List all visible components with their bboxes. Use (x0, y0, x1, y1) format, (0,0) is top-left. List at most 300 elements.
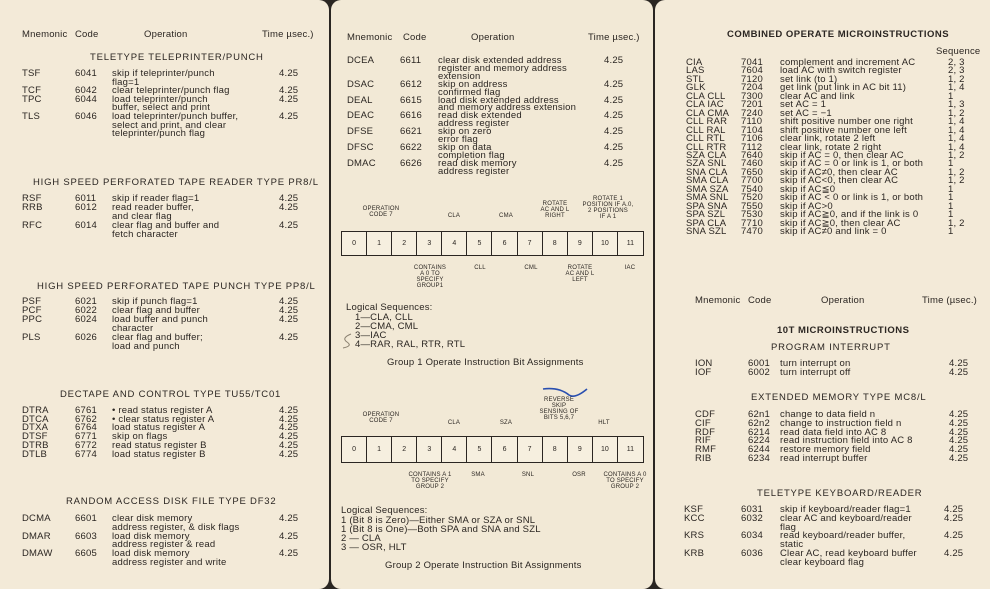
cell-time: 4.25 (604, 141, 624, 153)
cell-mnemonic: GLK (686, 82, 706, 94)
cell-mnemonic: KRS (684, 530, 705, 542)
cell-mnemonic: DSAC (347, 78, 375, 90)
cell-mnemonic: CLL RTL (686, 133, 725, 145)
bit-cell: 7 (518, 437, 543, 462)
cell-operation: clear AC and keyboard/reader (780, 512, 912, 524)
cell-mnemonic: DEAL (347, 94, 373, 106)
cell-time: 4.25 (604, 110, 624, 122)
cell-code: 7530 (741, 209, 763, 221)
cell-operation: restore memory field (780, 444, 871, 456)
cell-time: 4.25 (279, 439, 299, 451)
cell-mnemonic: DEAC (347, 110, 375, 122)
section-title: PROGRAM INTERRUPT (771, 342, 891, 353)
cell-operation: skip if AC = 0, then clear AC (780, 149, 904, 161)
cell-operation: • read status register A (112, 405, 213, 416)
cell-mnemonic: SMA CLA (686, 175, 729, 187)
cell-mnemonic: TPC (22, 93, 42, 105)
cell-code: 6621 (400, 126, 422, 138)
cell-time: 4.25 (279, 548, 299, 560)
cell-operation: and memory address extension (438, 102, 577, 114)
cell-operation: shift positive number one right (780, 116, 913, 128)
col-operation: Operation (471, 32, 515, 43)
cell-operation: set AC = −1 (780, 107, 832, 119)
cell-mnemonic: PPC (22, 314, 43, 325)
cell-time: 1, 3 (948, 99, 965, 111)
cell-operation: confirmed flag (438, 86, 501, 98)
cell-mnemonic: STL (686, 73, 705, 85)
section-title: RANDOM ACCESS DISK FILE TYPE DF32 (66, 496, 277, 507)
cell-operation: shift positive number one left (780, 124, 907, 136)
cell-operation: load status register A (112, 422, 206, 434)
cell-code: 7041 (741, 57, 763, 68)
cell-time: 4.25 (279, 305, 299, 316)
card-combined-micro (655, 0, 990, 589)
col-time: Time µsec.) (588, 32, 640, 43)
col-mnemonic: Mnemonic (347, 32, 393, 43)
bit-cell: 6 (493, 232, 518, 255)
cell-time: 2, 3 (948, 57, 965, 68)
cell-code: 6044 (75, 93, 97, 105)
seq-item: 3 — OSR, HLT (341, 542, 407, 553)
cell-code: 6244 (748, 444, 770, 456)
bit-cell: 5 (467, 232, 492, 255)
caption: Group 2 Operate Instruction Bit Assignments (385, 560, 582, 571)
cell-time: 4.25 (279, 513, 299, 524)
bit-cell: 0 (342, 232, 367, 255)
cell-code: 6774 (75, 448, 97, 460)
cell-mnemonic: SMA SZA (686, 183, 729, 195)
cell-operation: skip if teleprinter/punch (112, 68, 215, 79)
cell-operation: skip on flags (112, 431, 168, 443)
cell-operation: clear disk memory (112, 513, 193, 524)
cell-operation: skip if AC≧0, and if the link is 0 (780, 209, 919, 221)
seq-heading: Logical Sequences: (346, 302, 433, 313)
label-rar: ROTATE AC AND L RIGHT (540, 201, 570, 219)
cell-mnemonic: CLL RTR (686, 141, 727, 153)
cell-time: 4.25 (279, 314, 299, 325)
cell-mnemonic: CLL RAL (686, 124, 726, 136)
cell-code: 6626 (400, 157, 422, 169)
cell-time: 4.25 (279, 202, 299, 213)
cell-operation: flag (780, 521, 797, 533)
bit-cell: 9 (568, 232, 593, 255)
cell-time: 4.25 (949, 435, 969, 447)
bit-cell: 1 (367, 232, 392, 255)
cell-operation: load status register B (112, 448, 206, 460)
cell-operation: load buffer and punch (112, 314, 208, 325)
cell-operation: skip if reader flag=1 (112, 193, 200, 204)
cell-mnemonic: RFC (22, 220, 43, 231)
bit-cell: 6 (493, 437, 518, 462)
col-operation: Operation (821, 295, 865, 306)
label-cll: CLL (474, 265, 486, 271)
cell-mnemonic: RIB (695, 453, 712, 464)
cell-operation: extension (438, 70, 481, 82)
cell-operation: change to instruction field n (780, 417, 902, 429)
cell-mnemonic: RRB (22, 202, 43, 213)
label-contains-0: CONTAINS A 0 TO SPECIFY GROUP1 (413, 265, 447, 289)
cell-operation: skip on address (438, 78, 508, 90)
cell-mnemonic: SPA CLA (686, 217, 727, 229)
cell-mnemonic: CLA IAC (686, 99, 724, 111)
cell-operation: turn interrupt on (780, 358, 851, 369)
cell-code: 6234 (748, 453, 770, 464)
cell-operation: read instruction field into AC 8 (780, 435, 913, 447)
cell-time: 4.25 (949, 367, 969, 378)
cell-time: 1, 4 (948, 141, 965, 153)
cell-code: 6605 (75, 548, 97, 560)
cell-operation: skip on zero (438, 126, 492, 138)
cell-code: 62n1 (748, 409, 770, 420)
cell-time: 4.25 (949, 444, 969, 456)
cell-operation: load AC with switch register (780, 65, 902, 77)
cell-mnemonic: TSF (22, 68, 41, 79)
cell-mnemonic: DTRB (22, 439, 49, 451)
cell-time: 4.25 (949, 417, 969, 429)
label-cla: CLA (447, 420, 461, 426)
cell-time: 4.25 (944, 504, 964, 515)
bit-cell: 5 (467, 437, 492, 462)
col-code: Code (75, 29, 99, 40)
col-mnemonic: Mnemonic (22, 29, 68, 40)
cell-operation: load disk memory (112, 548, 190, 560)
cell-mnemonic: DMAW (22, 548, 53, 560)
cell-time: 1 (948, 158, 954, 170)
cell-operation: character (112, 323, 154, 334)
card-operate-bits (331, 0, 653, 589)
cell-time: 1, 2 (948, 107, 965, 119)
label-snl: SNL (521, 472, 535, 478)
cell-operation: address register (438, 118, 510, 130)
cell-time: 1, 4 (948, 133, 965, 145)
cell-mnemonic: CIA (686, 57, 703, 68)
cell-time: 4.25 (604, 126, 624, 138)
cell-code: 7460 (741, 158, 763, 170)
cell-code: 7240 (741, 107, 763, 119)
label-cma: CMA (499, 213, 513, 219)
cell-mnemonic: PLS (22, 332, 41, 343)
cell-operation: address register, & disk flags (112, 521, 240, 533)
cell-time: 1 (948, 192, 954, 204)
cell-code: 7650 (741, 166, 763, 178)
bit-cell: 10 (593, 232, 618, 255)
bit-cell: 9 (568, 437, 593, 462)
cell-operation: skip if AC≦0 (780, 183, 836, 195)
seq-item: 1 (Bit 8 is One)—Both SPA and SNA and SZL (341, 524, 541, 535)
cell-operation: clear flag and buffer; (112, 332, 203, 343)
cell-operation: read keyboard/reader buffer, (780, 530, 906, 542)
cell-operation: clear flag and buffer (112, 305, 200, 316)
cell-time: 4.25 (279, 111, 299, 122)
seq-heading: Logical Sequences: (341, 505, 428, 516)
cell-code: 7710 (741, 217, 763, 229)
bit-cell: 1 (367, 437, 392, 462)
cell-operation: skip if AC < 0 or link is 1, or both (780, 192, 924, 204)
cell-operation: skip if AC≠0 and link = 0 (780, 226, 887, 237)
cell-mnemonic: PSF (22, 296, 42, 307)
label-cla: CLA (447, 213, 461, 219)
seq-item: 2—CMA, CML (355, 321, 419, 332)
col-sequence: Sequence (936, 46, 981, 57)
cell-code: 6031 (741, 504, 763, 515)
cell-code: 6771 (75, 431, 97, 443)
cell-mnemonic: CIF (695, 417, 711, 429)
label-osr: OSR (572, 472, 586, 478)
cell-time: 1, 2 (948, 166, 965, 178)
cell-code: 7300 (741, 90, 763, 102)
cell-time: 4.25 (944, 548, 964, 559)
cell-time: 1, 4 (948, 82, 965, 94)
cell-time: 4.25 (949, 426, 969, 438)
label-contains-0: CONTAINS A 0 TO SPECIFY GROUP 2 (603, 472, 647, 490)
cell-operation: static (780, 539, 804, 551)
cell-time: 4.25 (944, 530, 964, 542)
cell-code: 7201 (741, 99, 763, 111)
cell-time: 4.25 (949, 409, 969, 420)
cell-mnemonic: DFSE (347, 126, 374, 138)
cell-time: 1 (948, 90, 954, 102)
cell-operation: complement and increment AC (780, 57, 916, 68)
cell-mnemonic: RDF (695, 426, 716, 438)
cell-operation: Clear AC, read keyboard buffer (780, 548, 917, 559)
label-ral: ROTATE AC AND L LEFT (565, 265, 595, 283)
cell-mnemonic: CDF (695, 409, 716, 420)
cell-mnemonic: RSF (22, 193, 42, 204)
cell-mnemonic: CLL RAR (686, 116, 728, 128)
cell-operation: address register and write (112, 557, 227, 568)
label-opcode: OPERATION CODE 7 (362, 206, 400, 218)
pen-mark-checkmark (541, 383, 591, 405)
cell-time: 4.25 (944, 512, 964, 524)
cell-code: 6026 (75, 332, 97, 343)
cell-time: 4.25 (279, 68, 299, 79)
label-sza: SZA (499, 420, 513, 426)
seq-item: 3—IAC (355, 330, 387, 341)
section-title: 10T MICROINSTRUCTIONS (777, 325, 910, 336)
cell-code: 6615 (400, 94, 422, 106)
section-title: EXTENDED MEMORY TYPE MC8/L (751, 392, 927, 403)
label-cml: CML (524, 265, 538, 271)
cell-code: 6214 (748, 426, 770, 438)
cell-time: 1, 4 (948, 124, 965, 136)
cell-mnemonic: KCC (684, 512, 705, 524)
cell-code: 7640 (741, 149, 763, 161)
cell-time: 1 (948, 183, 954, 195)
cell-time: 1, 2 (948, 73, 965, 85)
cell-code: 6622 (400, 141, 422, 153)
bit-cell: 4 (442, 437, 467, 462)
cell-code: 7104 (741, 124, 763, 136)
cell-mnemonic: DMAR (22, 530, 51, 542)
cell-operation: skip if punch flag=1 (112, 296, 198, 307)
bit-cell: 11 (626, 446, 635, 453)
cell-code: 6024 (75, 314, 97, 325)
cell-code: 6036 (741, 548, 763, 559)
seq-item: 2 — CLA (341, 533, 381, 544)
cell-operation: skip if AC<0, then clear AC (780, 175, 899, 187)
cell-time: 1 (948, 200, 954, 212)
cell-operation: clear flag and buffer and (112, 220, 220, 231)
cell-operation: load teleprinter/punch buffer, (112, 111, 239, 122)
cell-operation: load teleprinter/punch (112, 93, 208, 105)
cell-operation: clear link, rotate 2 left (780, 133, 876, 145)
cell-operation: and clear flag (112, 211, 172, 222)
bit-cell: 0 (342, 437, 367, 462)
cell-code: 6032 (741, 512, 763, 524)
cell-code: 7520 (741, 192, 763, 204)
cell-mnemonic: SZA SNL (686, 158, 727, 170)
cell-mnemonic: RMF (695, 444, 717, 456)
cell-operation: completion flag (438, 149, 505, 161)
cell-time: 4.25 (279, 405, 299, 416)
cell-time: 4.25 (279, 530, 299, 542)
section-title: HIGH SPEED PERFORATED TAPE PUNCH TYPE PP8/L (37, 281, 316, 292)
cell-mnemonic: DTSF (22, 431, 48, 443)
cell-code: 6616 (400, 110, 422, 122)
cell-operation: read reader buffer, (112, 202, 194, 213)
bit-register (341, 436, 644, 463)
cell-code: 6603 (75, 530, 97, 542)
cell-code: 7120 (741, 73, 763, 85)
cell-operation: set link (to 1) (780, 73, 838, 85)
cell-code: 7550 (741, 200, 763, 212)
cell-mnemonic: KSF (684, 504, 704, 515)
cell-operation: error flag (438, 134, 479, 145)
cell-operation: address register (438, 165, 510, 177)
cell-mnemonic: DTCA (22, 413, 49, 425)
label-reverse: REVERSE SKIP SENSING OF BITS 5,6,7 (539, 397, 579, 421)
cell-operation: skip if AC≠0, then clear AC (780, 166, 898, 178)
cell-time: 4.25 (949, 453, 969, 464)
cell-operation: flag=1 (112, 76, 140, 88)
cell-code: 6612 (400, 78, 422, 90)
cell-operation: • clear status register A (112, 413, 215, 425)
section-title: DECTAPE AND CONTROL TYPE TU55/TC01 (60, 389, 282, 400)
cell-mnemonic: DCMA (22, 513, 51, 524)
cell-time: 4.25 (279, 413, 299, 425)
cell-code: 7604 (741, 65, 763, 77)
cell-code: 6022 (75, 305, 97, 316)
cell-mnemonic: SNA SZL (686, 226, 727, 237)
cell-operation: clear AC and link (780, 90, 855, 102)
cell-mnemonic: RIF (695, 435, 711, 447)
label-hlt: HLT (598, 420, 610, 426)
cell-mnemonic: IOF (695, 367, 712, 378)
cell-code: 6046 (75, 111, 97, 122)
cell-time: 1, 4 (948, 116, 965, 128)
cell-mnemonic: PCF (22, 305, 42, 316)
cell-code: 6764 (75, 422, 97, 434)
pen-mark-scribble (339, 332, 355, 350)
bit-cell: 8 (543, 437, 568, 462)
cell-mnemonic: TCF (22, 85, 42, 97)
label-rotate-pos: ROTATE 1 POSITION IF A.0, 2 POSITIONS IF A 1 (582, 196, 634, 220)
cell-code: 7112 (741, 141, 763, 153)
cell-mnemonic: DTLB (22, 448, 48, 460)
cell-operation: set AC = 1 (780, 99, 827, 111)
cell-operation: teleprinter/punch flag (112, 128, 206, 140)
cell-operation: buffer, select and print (112, 102, 211, 114)
cell-code: 7700 (741, 175, 763, 187)
cell-code: 6611 (400, 55, 422, 66)
cell-code: 6012 (75, 202, 97, 213)
cell-mnemonic: TLS (22, 111, 41, 122)
bit-register (341, 231, 644, 256)
cell-operation: read data field into AC 8 (780, 426, 887, 438)
cell-time: 4.25 (279, 448, 299, 460)
section-title: HIGH SPEED PERFORATED TAPE READER TYPE PR8/L (33, 177, 319, 188)
cell-mnemonic: KRB (684, 548, 705, 559)
cell-mnemonic: DTXA (22, 422, 49, 434)
cell-code: 6762 (75, 413, 97, 425)
cell-code: 6224 (748, 435, 770, 447)
cell-time: 4.25 (604, 78, 624, 90)
col-operation: Operation (144, 29, 188, 40)
cell-operation: get link (put link in AC bit 11) (780, 82, 907, 94)
cell-code: 6601 (75, 513, 97, 524)
cell-time: 4.25 (279, 220, 299, 231)
cell-code: 6034 (741, 530, 763, 542)
cell-code: 6772 (75, 439, 97, 451)
label-iac: IAC (624, 265, 636, 271)
label-opcode: OPERATION CODE 7 (362, 412, 400, 424)
cell-mnemonic: SZA CLA (686, 149, 727, 161)
cell-operation: skip if AC≧0, then clear AC (780, 217, 901, 229)
cell-operation: turn interrupt off (780, 367, 851, 378)
cell-time: 1, 2 (948, 175, 965, 187)
cell-operation: read disk extended (438, 110, 522, 122)
seq-item: 1—CLA, CLL (355, 312, 413, 323)
label-contains-1: CONTAINS A 1 TO SPECIFY GROUP 2 (408, 472, 452, 490)
cell-time: 4.25 (604, 157, 624, 169)
cell-operation: address register & read (112, 539, 216, 551)
seq-item: 1 (Bit 8 is Zero)—Either SMA or SZA or SNL (341, 515, 536, 526)
cell-operation: skip if AC>0 (780, 200, 833, 212)
cell-code: 7540 (741, 183, 763, 195)
bit-cell: 8 (543, 232, 568, 255)
cell-operation: read interrupt buffer (780, 453, 868, 464)
cell-operation: read status register B (112, 439, 207, 451)
cell-code: 7204 (741, 82, 763, 94)
cell-mnemonic: CLA CMA (686, 107, 730, 119)
card-title: COMBINED OPERATE MICROINSTRUCTIONS (727, 29, 950, 40)
cell-operation: select and print, and clear (112, 119, 227, 131)
cell-code: 6002 (748, 367, 770, 378)
bit-cell: 4 (442, 232, 467, 255)
cell-operation: clear teleprinter/punch flag (112, 85, 230, 97)
col-code: Code (403, 32, 427, 43)
cell-operation: load disk extended address (438, 94, 559, 106)
cell-mnemonic: ION (695, 358, 713, 369)
cell-time: 1 (948, 209, 954, 221)
cell-operation: read disk memory (438, 157, 517, 169)
bit-cell: 3 (417, 232, 442, 255)
cell-mnemonic: DCEA (347, 55, 375, 66)
cell-operation: skip if AC = 0 or link is 1, or both (780, 158, 924, 170)
cell-mnemonic: DTRA (22, 405, 49, 416)
caption: Group 1 Operate Instruction Bit Assignments (387, 357, 584, 368)
cell-time: 4.25 (279, 431, 299, 443)
cell-time: 1, 2 (948, 149, 965, 161)
cell-code: 6001 (748, 358, 770, 369)
cell-code: 6761 (75, 405, 97, 416)
cell-operation: load and punch (112, 341, 180, 352)
cell-time: 4.25 (279, 296, 299, 307)
cell-time: 4.25 (604, 94, 624, 106)
cell-code: 6041 (75, 68, 97, 79)
cell-time: 4.25 (604, 55, 624, 66)
cell-code: 6042 (75, 85, 97, 97)
